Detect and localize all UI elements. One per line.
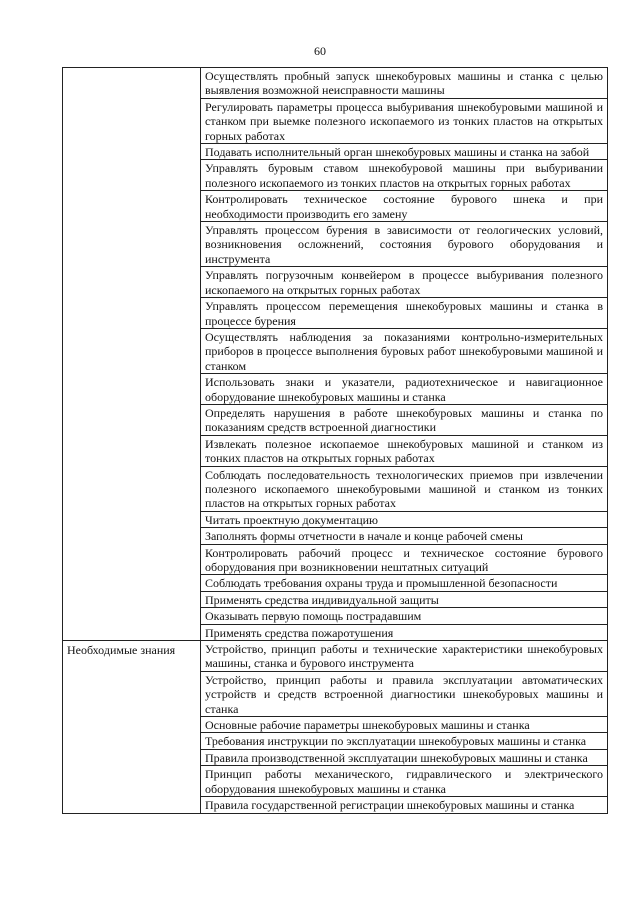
page-number: 60 [314,44,326,58]
table-row: Использовать знаки и указатели, радиотехническое и навигационное оборудование шнекобуровых машины и станка [201,373,607,404]
section-items [201,641,607,812]
table-row: Осуществлять пробный запуск шнекобуровых машины и станка с целью выявления возможной неисправности машины [205,69,603,98]
table-row: Соблюдать последовательность технологических приемов при извлечении полезного ископаемого шнекобуровыми машиной и станком из тонких пластов на открытых горных работах [201,466,607,511]
table-row: Устройство, принцип работы и технические характеристики шнекобуровых машины, станка и бурового инструмента [205,642,603,671]
table-row: Устройство, принцип работы и правила эксплуатации автоматических устройств и средств встроенной диагностики шнекобуровых машины и станка [201,671,607,716]
table-row: Контролировать рабочий процесс и техническое состояние бурового оборудования при возникновении нештатных ситуаций [201,544,607,575]
table-row: Контролировать техническое состояние бурового шнека и при необходимости производить его замену [201,190,607,221]
table-row: Читать проектную документацию [201,511,607,527]
table-row: Основные рабочие параметры шнекобуровых машины и станка [201,716,607,732]
section-label: Необходимые знания [63,641,201,812]
section-label [63,68,201,640]
table-row: Извлекать полезное ископаемое шнекобуровых машиной и станком из тонких пластов на открытых горных работах [201,435,607,466]
table-section [63,68,607,640]
table-row: Управлять процессом перемещения шнекобуровых машины и станка в процессе бурения [201,297,607,328]
table-section [63,640,607,812]
table-row: Правила государственной регистрации шнекобуровых машины и станка [201,796,607,812]
requirements-table [62,67,608,814]
table-row: Оказывать первую помощь пострадавшим [201,607,607,623]
table-row: Осуществлять наблюдения за показаниями контрольно-измерительных приборов в процессе выполнения буровых работ шнекобуровыми машиной и станком [201,328,607,373]
table-row: Применять средства индивидуальной защиты [201,591,607,607]
table-row: Управлять погрузочным конвейером в процессе выбуривания полезного ископаемого на открытых горных работах [201,266,607,297]
table-row: Требования инструкции по эксплуатации шнекобуровых машины и станка [201,732,607,748]
table-row: Заполнять формы отчетности в начале и конце рабочей смены [201,527,607,543]
table-row: Соблюдать требования охраны труда и промышленной безопасности [201,574,607,590]
table-row: Правила производственной эксплуатации шнекобуровых машины и станка [201,749,607,765]
table-row: Регулировать параметры процесса выбуривания шнекобуровыми машиной и станком при выемке полезного ископаемого из тонких пластов на открытых горных работах [201,98,607,143]
table-row: Принцип работы механического, гидравлического и электрического оборудования шнекобуровых машины и станка [201,765,607,796]
table-row: Управлять буровым ставом шнекобуровой машины при выбуривании полезного ископаемого из тонких пластов на открытых горных работах [201,159,607,190]
table-row: Определять нарушения в работе шнекобуровых машины и станка по показаниям средств встроенной диагностики [201,404,607,435]
table-row: Подавать исполнительный орган шнекобуровых машины и станка на забой [201,143,607,159]
section-items [201,68,607,640]
table-row: Управлять процессом бурения в зависимости от геологических условий, возникновения осложнений, состояния бурового оборудования и инструмента [201,221,607,266]
table-row: Применять средства пожаротушения [201,624,607,640]
